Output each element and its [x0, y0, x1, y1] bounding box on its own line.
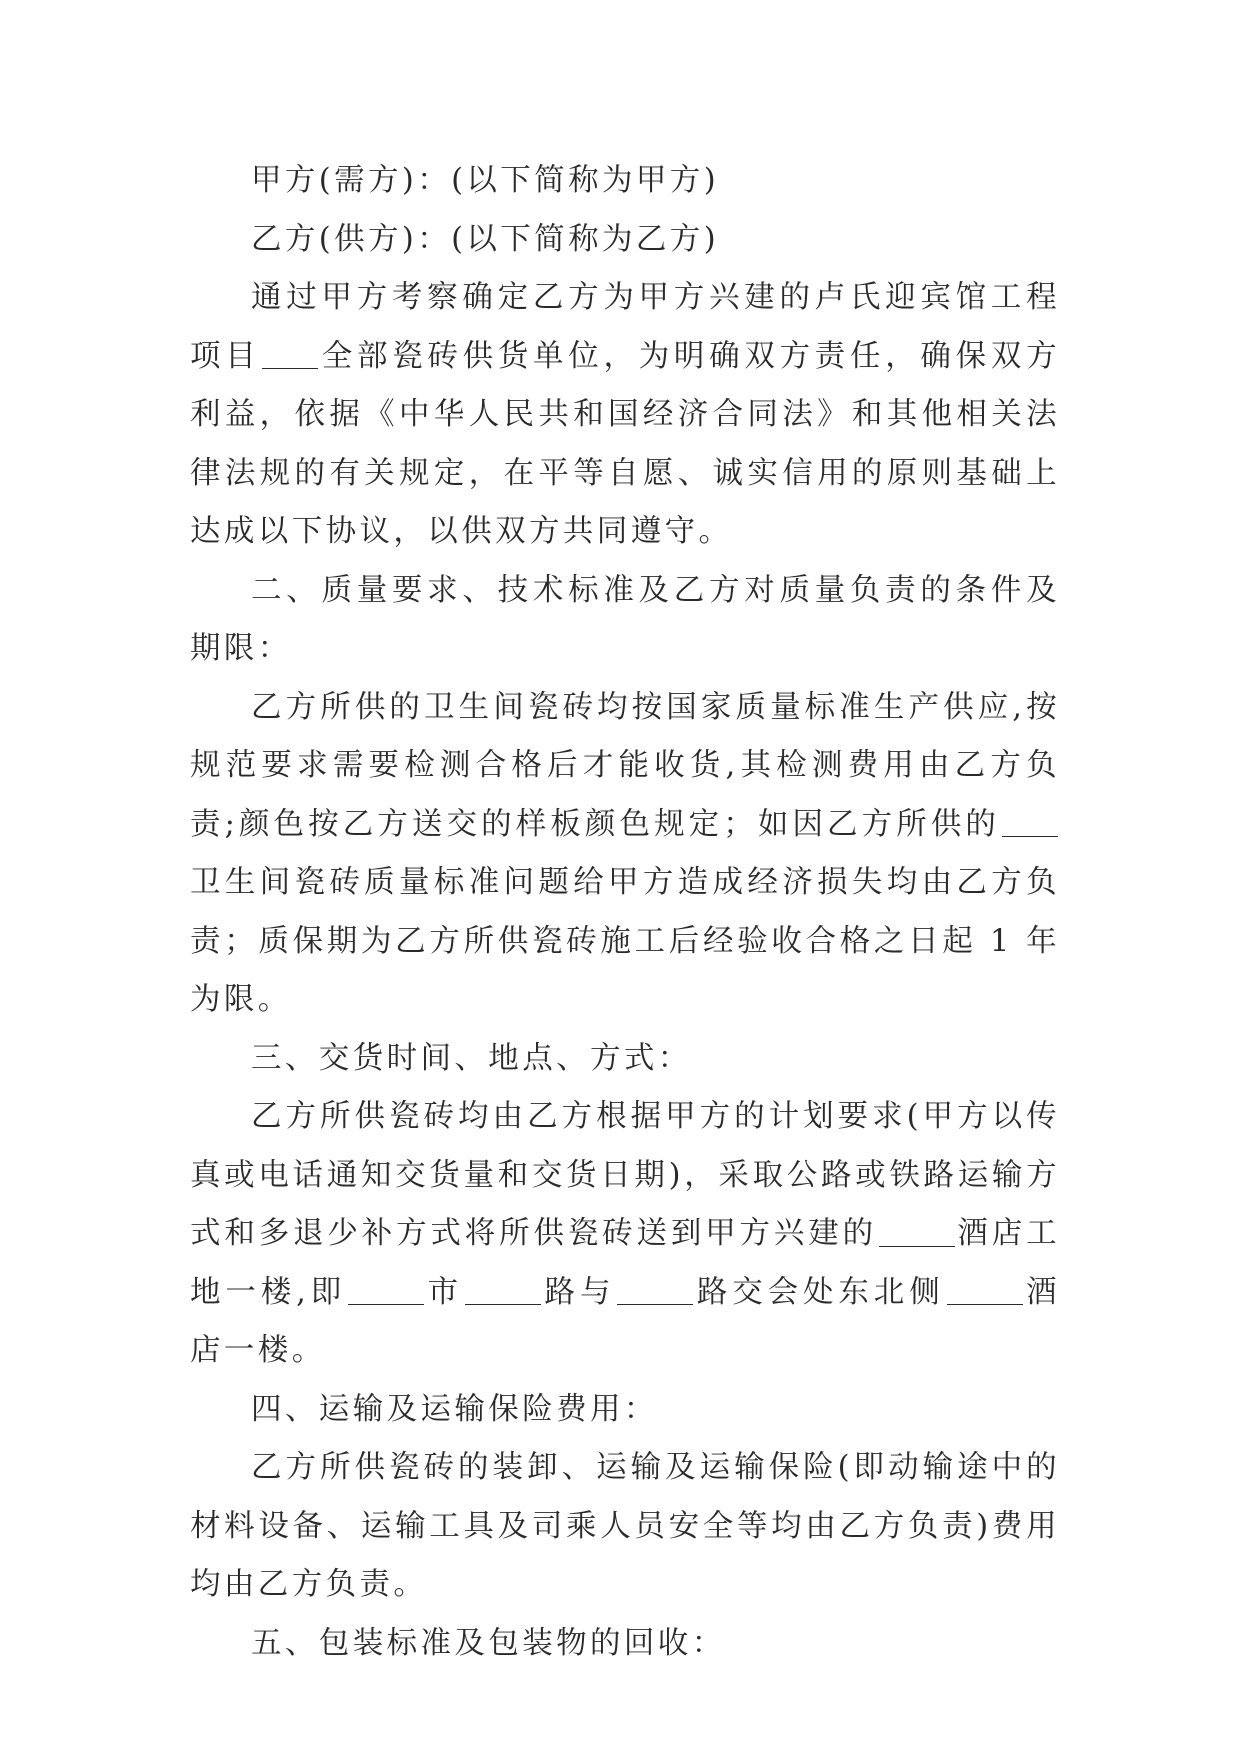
section-5-heading: 五、包装标准及包装物的回收： — [251, 1625, 726, 1661]
section-3-heading: 三、交货时间、地点、方式： — [251, 1040, 692, 1076]
section-3-body — [190, 1088, 1060, 1381]
party-b-line: 乙方(供方)：(以下简称为乙方) — [251, 221, 719, 257]
section-2-heading: 二、质量要求、技术标准及乙方对质量负责的条件及期限： — [190, 572, 1060, 666]
section-3-text-4: 路与 — [543, 1274, 616, 1310]
blank-city — [348, 1274, 424, 1306]
intro-paragraph — [190, 269, 1060, 562]
section-3-text-2: 酒店工地一楼,即 — [190, 1216, 1060, 1310]
blank-project-name — [262, 338, 318, 370]
party-a-line: 甲方(需方)：(以下简称为甲方) — [251, 163, 719, 198]
intro-text-1: 通过甲方考察确定乙方为甲方兴建的卢氏迎宾馆工程项目 — [190, 280, 1060, 374]
blank-road-1 — [465, 1274, 541, 1306]
section-4-body: 乙方所供瓷砖的装卸、运输及运输保险(即动输途中的材料设备、运输工具及司乘人员安全等均由乙方负责)费用均由乙方负责。 — [190, 1450, 1060, 1602]
section-2-body — [190, 679, 1060, 1030]
blank-hotel-name — [879, 1215, 955, 1247]
document-body — [190, 152, 1060, 1673]
blank-road-2 — [617, 1274, 693, 1306]
blank-supply-item — [1002, 806, 1058, 838]
section-2-text-2: 卫生间瓷砖质量标准问题给甲方造成经济损失均由乙方负责；质保期为乙方所供瓷砖施工后经验收合格之日起 1 年为限。 — [190, 865, 1060, 1017]
section-3-text-5: 路交会处东北侧 — [695, 1274, 945, 1310]
section-3-text-1: 乙方所供瓷砖均由乙方根据甲方的计划要求(甲方以传真或电话通知交货量和交货日期)，采取公路或铁路运输方式和多退少补方式将所供瓷砖送到甲方兴建的 — [190, 1099, 1060, 1251]
section-2-text-1: 乙方所供的卫生间瓷砖均按国家质量标准生产供应,按规范要求需要检测合格后才能收货,其检测费用由乙方负责;颜色按乙方送交的样板颜色规定；如因乙方所供的 — [190, 689, 1060, 842]
section-3-text-6: 酒店一楼。 — [190, 1274, 1060, 1368]
intro-text-2: 全部瓷砖供货单位，为明确双方责任，确保双方利益，依据《中华人民共和国经济合同法》和其他相关法律法规的有关规定，在平等自愿、诚实信用的原则基础上达成以下协议，以供双方共同遵守。 — [190, 338, 1060, 549]
section-4-heading: 四、运输及运输保险费用： — [251, 1391, 658, 1427]
section-3-text-3: 市 — [426, 1274, 464, 1310]
blank-hotel-name-2 — [947, 1274, 1023, 1306]
